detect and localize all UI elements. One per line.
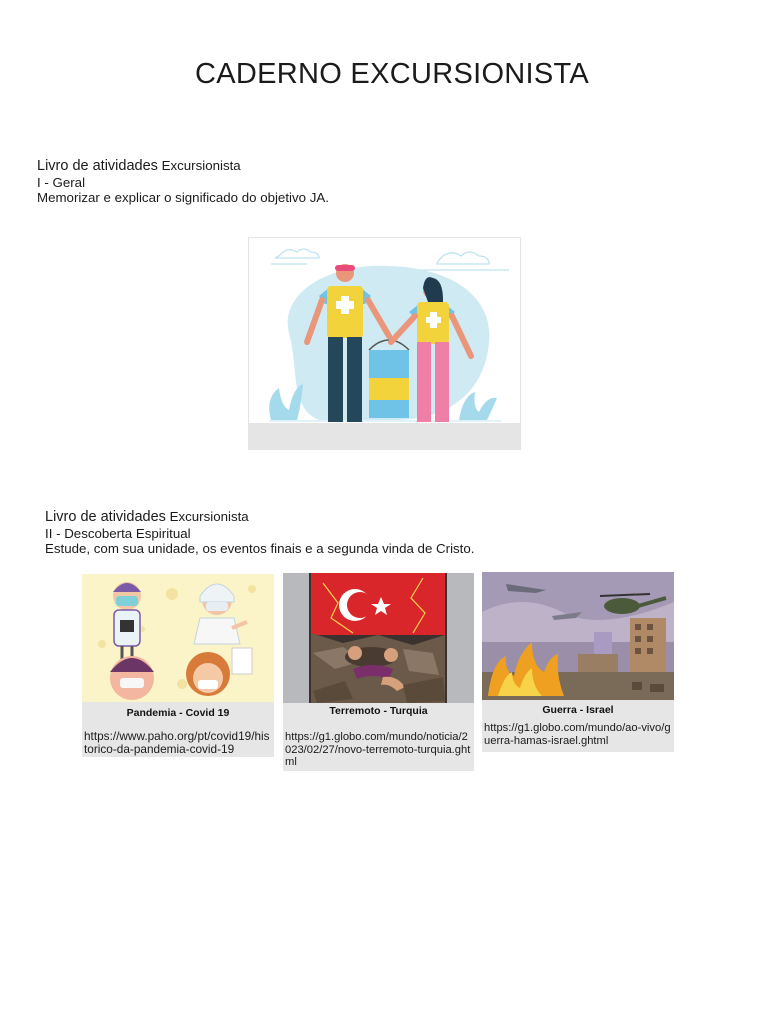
card-caption: Guerra - Israel bbox=[542, 704, 614, 716]
heading-main: Livro de atividades bbox=[45, 509, 166, 525]
pandemic-illustration bbox=[82, 574, 274, 702]
card-link[interactable]: https://g1.globo.com/mundo/noticia/2023/02/27/novo-terremoto-turquia.ghtml bbox=[285, 731, 471, 768]
card-caption: Pandemia - Covid 19 bbox=[126, 707, 230, 719]
section-heading bbox=[45, 509, 474, 526]
volunteers-illustration bbox=[248, 237, 521, 450]
section-line-1: I - Geral bbox=[37, 174, 86, 190]
earthquake-illustration bbox=[283, 573, 474, 703]
heading-sub: Excursionista bbox=[169, 509, 249, 524]
heading-main: Livro de atividades bbox=[37, 158, 158, 174]
section-line-2: Memorizar e explicar o significado do objetivo JA. bbox=[37, 190, 329, 205]
card-terremoto bbox=[283, 573, 474, 771]
card-link[interactable]: https://www.paho.org/pt/covid19/historico-da-pandemia-covid-19 bbox=[84, 729, 270, 756]
card-link[interactable]: https://g1.globo.com/mundo/ao-vivo/guerra-hamas-israel.ghtml bbox=[484, 722, 671, 747]
war-illustration bbox=[482, 572, 674, 700]
card-caption: Terremoto - Turquia bbox=[329, 705, 428, 717]
section-line-2: Estude, com sua unidade, os eventos finais e a segunda vinda de Cristo. bbox=[45, 541, 475, 556]
section-descoberta-espiritual bbox=[45, 509, 474, 557]
volunteers-drawing bbox=[249, 238, 520, 449]
section-line-1: II - Descoberta Espiritual bbox=[45, 525, 191, 541]
card-pandemia bbox=[82, 574, 274, 757]
page-title: CADERNO EXCURSIONISTA bbox=[194, 58, 590, 90]
heading-sub: Excursionista bbox=[161, 158, 241, 173]
illustration-footer bbox=[249, 423, 520, 449]
section-geral bbox=[37, 158, 329, 206]
section-heading bbox=[37, 158, 329, 175]
card-guerra bbox=[482, 572, 674, 752]
